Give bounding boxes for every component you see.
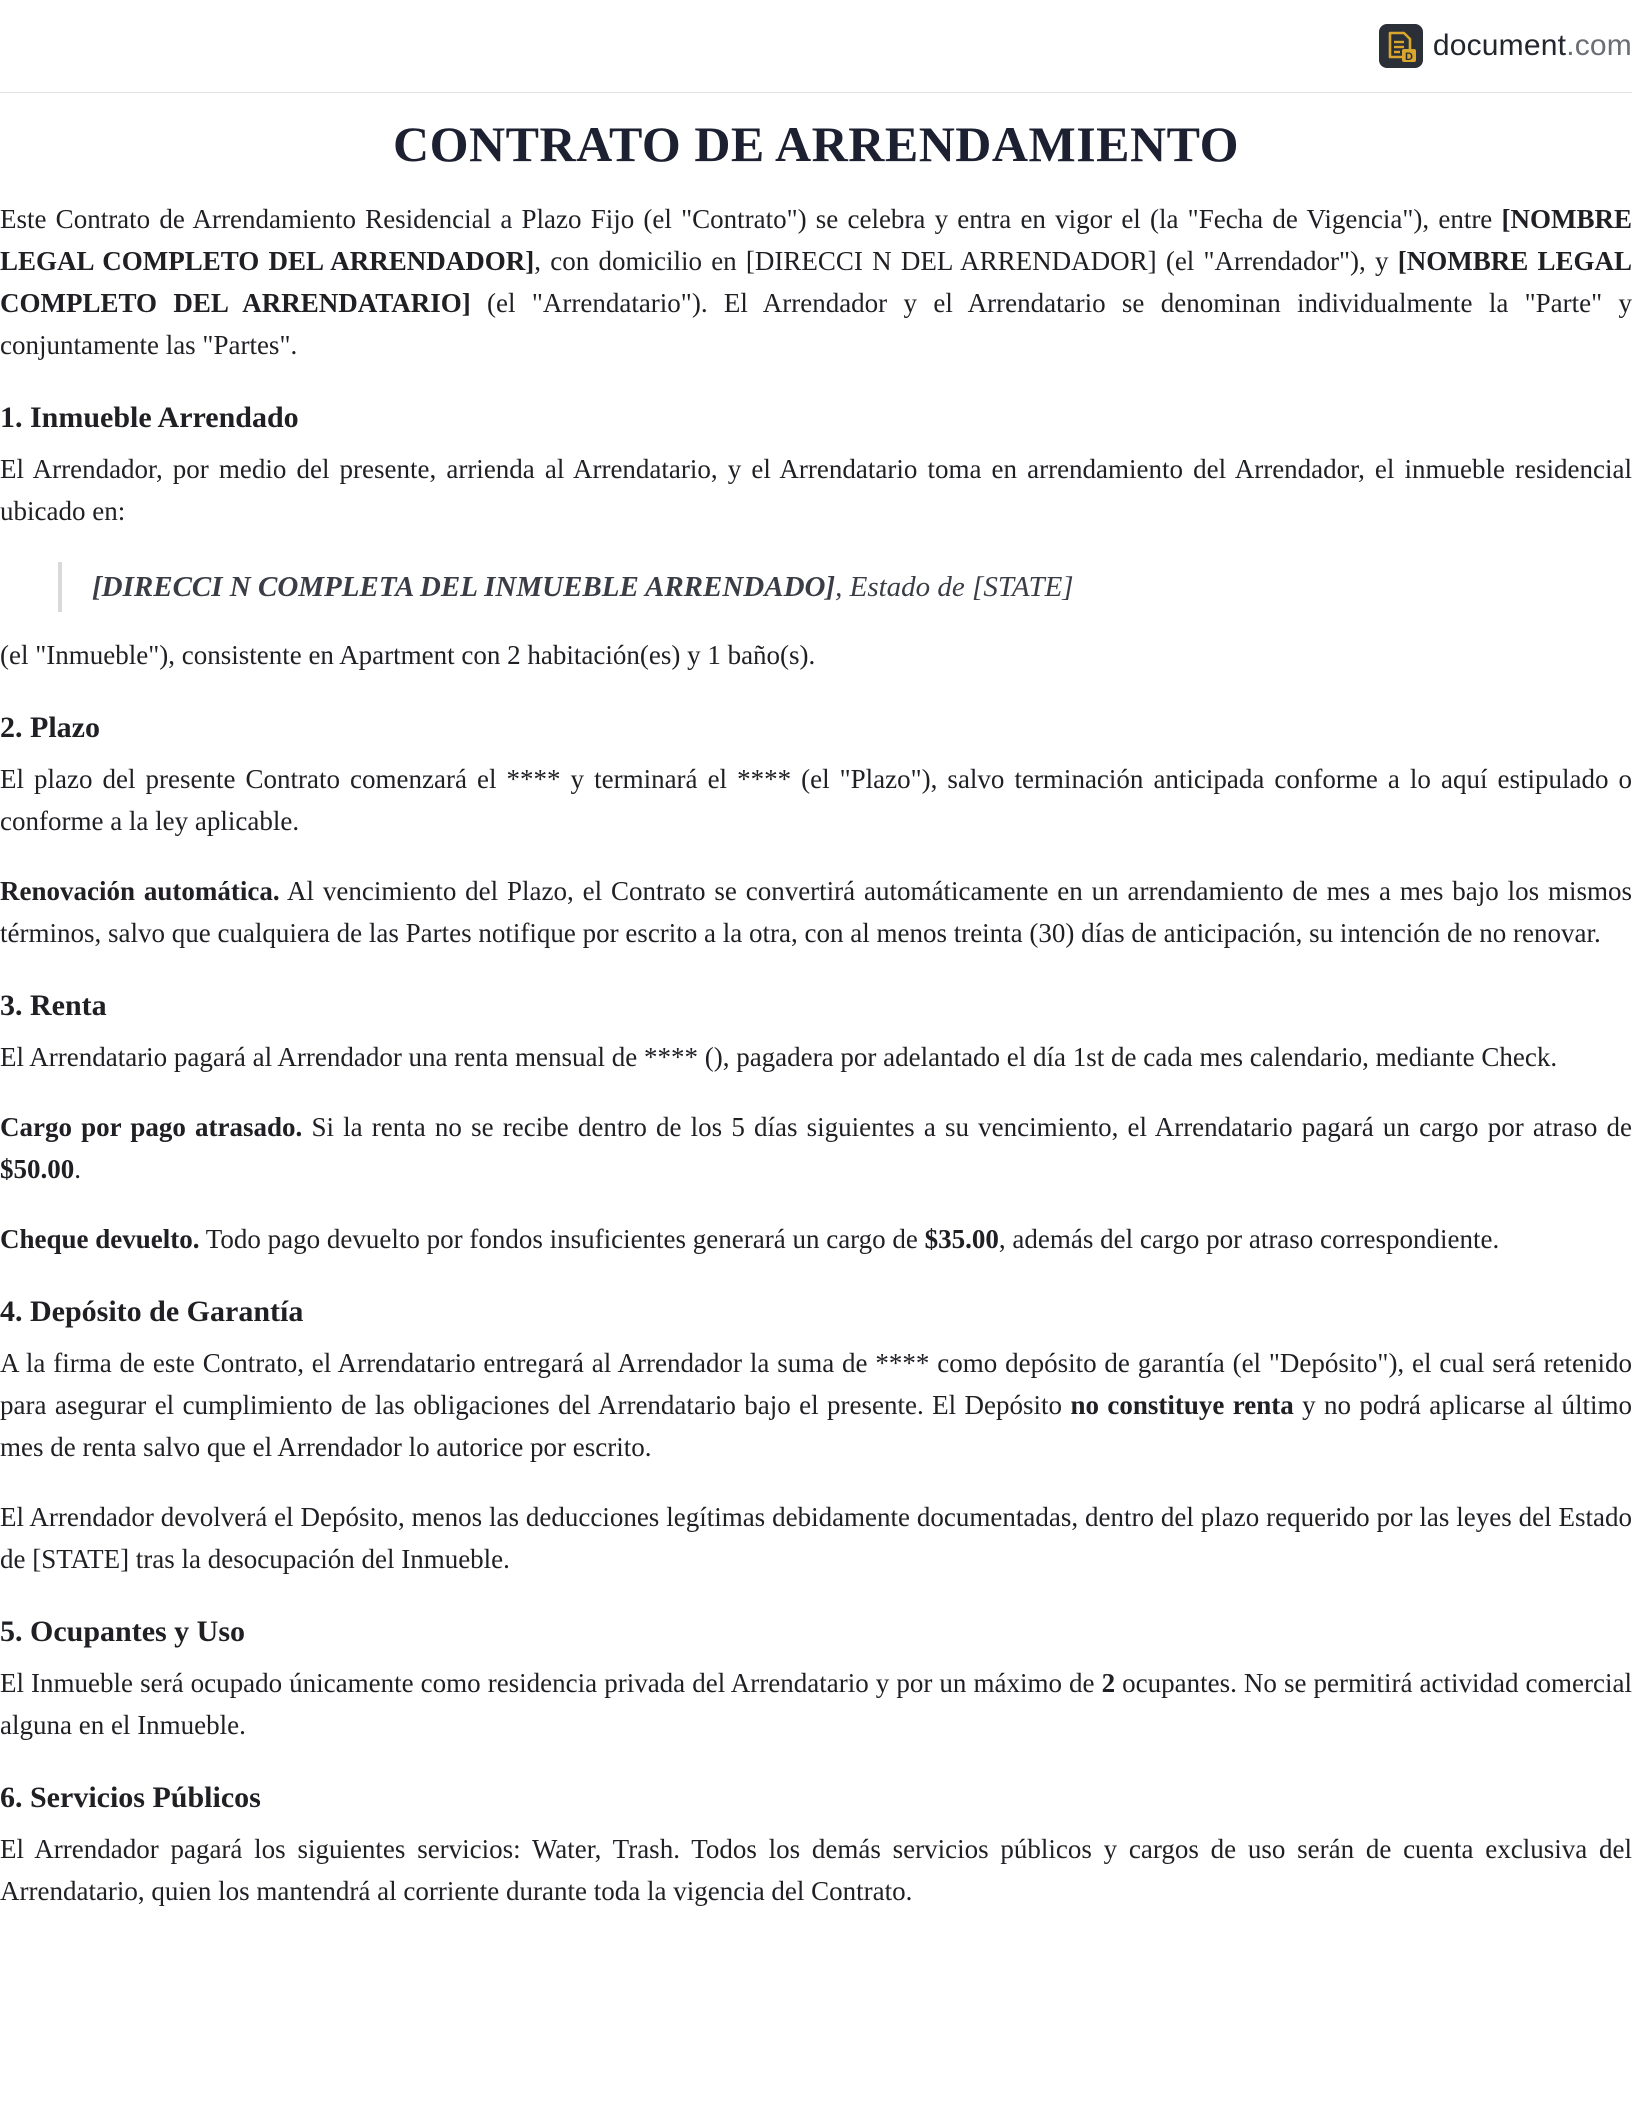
document-logo-icon bbox=[1379, 24, 1423, 68]
late-fee-amount: $50.00 bbox=[0, 1154, 75, 1184]
section-4-paragraph: A la firma de este Contrato, el Arrendatario entregará al Arrendador la suma de **** como depósito de garantía (el "Depósito"), el cual será retenido para asegurar el cumplimiento de las obligaciones del Arrendatario bajo el presente. El Depósito no constituye renta y no podrá aplicarse al último mes de renta salvo que el Arrendador lo autorice por escrito. bbox=[0, 1348, 1632, 1462]
section-heading-4: 4. Depósito de Garantía bbox=[0, 1295, 304, 1328]
section-3-paragraph: El Arrendatario pagará al Arrendador una renta mensual de **** (), pagadera por adelantado el día 1st de cada mes calendario, mediante Check. bbox=[0, 1042, 1558, 1072]
section-2-paragraph: El plazo del presente Contrato comenzará el **** y terminará el **** (el "Plazo"), salvo terminación anticipada conforme a lo aquí estipulado o conforme a la ley aplicable. bbox=[0, 764, 1632, 836]
max-occupants: 2 bbox=[1101, 1668, 1116, 1698]
property-address-quote: [DIRECCI N COMPLETA DEL INMUEBLE ARRENDADO], Estado de [STATE] bbox=[58, 562, 1632, 612]
intro-paragraph: Este Contrato de Arrendamiento Residencial a Plazo Fijo (el "Contrato") se celebra y entra en vigor el (la "Fecha de Vigencia"), entre [NOMBRE LEGAL COMPLETO DEL ARRENDADOR], con domicilio en [DIRECCI N DEL ARRENDADOR] (el "Arrendador"), y [NOMBRE LEGAL COMPLETO DEL ARRENDATARIO] (el "Arrendatario"). El Arrendador y el Arrendatario se denominan individualmente la "Parte" y conjuntamente las "Partes". bbox=[0, 204, 1632, 360]
deposit-return-paragraph: El Arrendador devolverá el Depósito, menos las deducciones legítimas debidamente documentadas, dentro del plazo requerido por las leyes del Estado de [STATE] tras la desocupación del Inmueble. bbox=[0, 1502, 1632, 1574]
late-fee-paragraph: Cargo por pago atrasado. Si la renta no se recibe dentro de los 5 días siguientes a su vencimiento, el Arrendatario pagará un cargo por atraso de $50.00. bbox=[0, 1112, 1632, 1184]
brand-logo[interactable] bbox=[1379, 24, 1632, 68]
tenant-name: [NOMBRE LEGAL COMPLETO DEL ARRENDATARIO] bbox=[0, 246, 1632, 318]
returned-check-paragraph: Cheque devuelto. Todo pago devuelto por fondos insuficientes generará un cargo de $35.00, además del cargo por atraso correspondiente. bbox=[0, 1224, 1500, 1254]
section-5-paragraph: El Inmueble será ocupado únicamente como residencia privada del Arrendatario y por un máximo de 2 ocupantes. No se permitirá actividad comercial alguna en el Inmueble. bbox=[0, 1668, 1632, 1740]
returned-check-amount: $35.00 bbox=[924, 1224, 999, 1254]
section-1-paragraph: El Arrendador, por medio del presente, arrienda al Arrendatario, y el Arrendatario toma en arrendamiento del Arrendador, el inmueble residencial ubicado en: bbox=[0, 454, 1632, 526]
section-heading-6: 6. Servicios Públicos bbox=[0, 1781, 261, 1814]
document-body bbox=[0, 92, 1632, 1912]
svg-text:D: D bbox=[1404, 51, 1413, 63]
document-title: CONTRATO DE ARRENDAMIENTO bbox=[393, 116, 1239, 172]
section-heading-3: 3. Renta bbox=[0, 989, 107, 1022]
section-heading-2: 2. Plazo bbox=[0, 711, 100, 744]
landlord-name: [NOMBRE LEGAL COMPLETO DEL ARRENDADOR] bbox=[0, 204, 1632, 276]
section-6-paragraph: El Arrendador pagará los siguientes servicios: Water, Trash. Todos los demás servicios públicos y cargos de uso serán de cuenta exclusiva del Arrendatario, quien los mantendrá al corriente durante toda la vigencia del Contrato. bbox=[0, 1834, 1632, 1906]
section-heading-5: 5. Ocupantes y Uso bbox=[0, 1615, 246, 1648]
brand-name: document.com bbox=[1432, 29, 1632, 62]
top-bar bbox=[0, 0, 1632, 93]
section-heading-1: 1. Inmueble Arrendado bbox=[0, 401, 299, 434]
auto-renewal-paragraph: Renovación automática. Al vencimiento del Plazo, el Contrato se convertirá automáticamente en un arrendamiento de mes a mes bajo los mismos términos, salvo que cualquiera de las Partes notifique por escrito a la otra, con al menos treinta (30) días de anticipación, su intención de no renovar. bbox=[0, 876, 1632, 948]
section-1-property-description: (el "Inmueble"), consistente en Apartment con 2 habitación(es) y 1 baño(s). bbox=[0, 640, 816, 670]
